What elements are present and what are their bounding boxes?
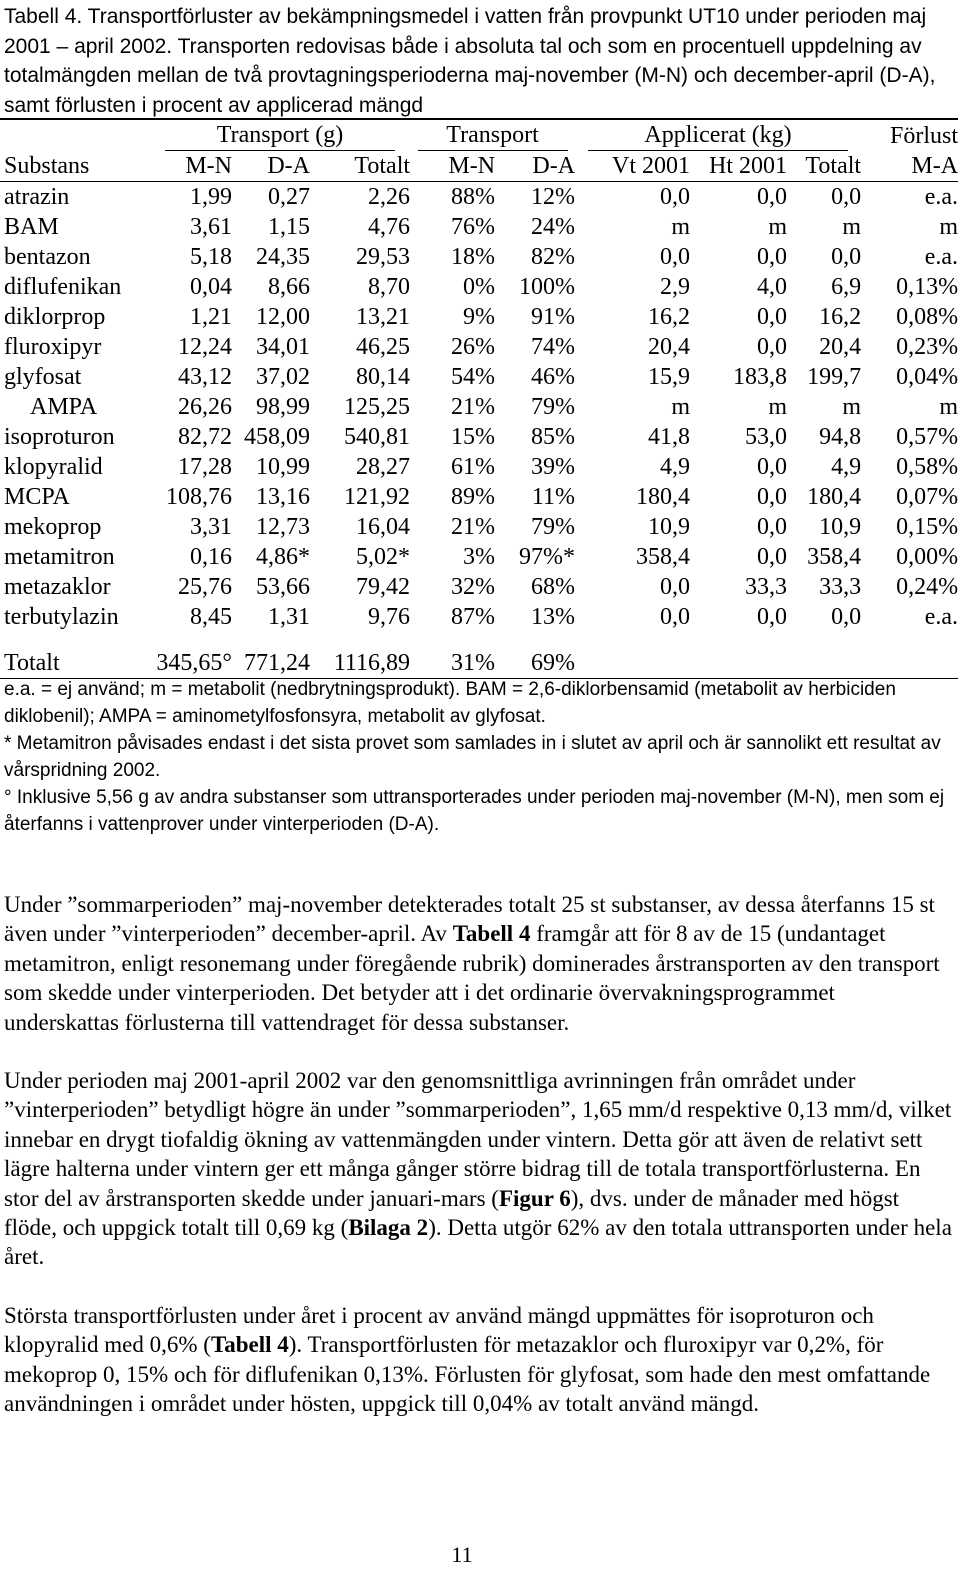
table-cell: 5,18 <box>190 244 232 270</box>
table-cell: 43,12 <box>178 364 232 390</box>
note-inklusive: ° Inklusive 5,56 g av andra substanser som uttransporterades under perioden maj-november (M-N), men som ej återfanns i vattenprover under vinterperioden (D-A). <box>4 787 945 835</box>
col-applicerat-totalt: Totalt <box>787 151 861 182</box>
table-cell: e.a. <box>924 244 959 270</box>
group-header-forlust: Förlust <box>861 119 958 151</box>
table-row <box>0 422 958 452</box>
table-cell: 29,53 <box>356 244 411 270</box>
table-row <box>0 302 958 332</box>
table-cell: 0% <box>463 274 496 300</box>
table-row <box>0 392 958 422</box>
col-transport-da: D-A <box>232 151 310 182</box>
table-cell: m <box>842 214 862 240</box>
table-cell: 1,99 <box>190 184 232 210</box>
table-cell: 41,8 <box>648 424 691 450</box>
table-cell: 2,9 <box>660 274 691 300</box>
table-row <box>0 452 958 482</box>
table-cell: 0,08% <box>896 304 959 330</box>
table-cell: 0,0 <box>757 334 788 360</box>
substance-name: klopyralid <box>4 454 103 480</box>
table-cell: 18% <box>451 244 496 270</box>
table-cell: 74% <box>531 334 576 360</box>
table-cell: 32% <box>451 574 496 600</box>
table-cell: 1,15 <box>268 214 310 240</box>
table-row <box>0 212 958 242</box>
table-cell: 9% <box>463 304 496 330</box>
substance-name: metamitron <box>4 544 115 570</box>
table-cell: 1,31 <box>268 604 310 630</box>
table-cell: 21% <box>451 514 496 540</box>
table-row <box>0 482 958 512</box>
table-cell: 33,3 <box>819 574 862 600</box>
table-cell: e.a. <box>924 604 959 630</box>
table-cell: 3,61 <box>190 214 232 240</box>
table-cell: 0,24% <box>896 574 959 600</box>
substance-name: BAM <box>4 214 59 240</box>
table-cell: 0,04% <box>896 364 959 390</box>
table-cell: 0,0 <box>757 454 788 480</box>
table-cell: 0,0 <box>831 604 862 630</box>
table-cell: 94,8 <box>819 424 862 450</box>
table-cell: m <box>671 394 691 420</box>
total-cell: 1116,89 <box>310 648 410 679</box>
table-cell: 54% <box>451 364 496 390</box>
table-cell: 15,9 <box>648 364 691 390</box>
table-cell: 33,3 <box>745 574 788 600</box>
table-row <box>0 362 958 392</box>
table-cell: 88% <box>451 184 496 210</box>
substance-name: fluroxipyr <box>4 334 102 360</box>
reference-bilaga-2: Bilaga 2 <box>348 1215 429 1241</box>
table-cell: 16,04 <box>356 514 411 540</box>
table-cell: m <box>939 394 959 420</box>
table-cell: 4,0 <box>757 274 788 300</box>
table-row <box>0 272 958 302</box>
substance-name: diklorprop <box>4 304 106 330</box>
table-row <box>0 602 958 632</box>
table-cell: 540,81 <box>344 424 411 450</box>
table-cell: 0,0 <box>757 514 788 540</box>
table-cell: 0,13% <box>896 274 959 300</box>
col-transport-mn: M-N <box>150 151 232 182</box>
table-cell: 26% <box>451 334 496 360</box>
table-cell: 34,01 <box>256 334 310 360</box>
table-row <box>0 182 958 213</box>
table-cell: 25,76 <box>178 574 232 600</box>
table-cell: e.a. <box>924 184 959 210</box>
table-cell: 80,14 <box>356 364 411 390</box>
substance-name: atrazin <box>4 184 70 210</box>
group-header-transport: Transport <box>418 120 568 151</box>
table-cell: 26,26 <box>178 394 232 420</box>
table-caption: Tabell 4. Transportförluster av bekämpningsmedel i vatten från provpunkt UT10 under perioden maj 2001 – april 2002. Transporten redovisas både i absoluta tal och som en procentuell uppdelning av totalmängden mellan de två provtagningsperioderna maj-november (M-N) och december-april (D-A), samt förlusten i procent av applicerad mängd <box>4 5 936 117</box>
total-row <box>0 648 958 679</box>
table-cell: 2,26 <box>368 184 411 210</box>
table-row <box>0 542 958 572</box>
reference-tabell-4: Tabell 4 <box>210 1332 289 1358</box>
note-abbreviations: e.a. = ej använd; m = metabolit (nedbrytningsprodukt). BAM = 2,6-diklorbensamid (metabolit av herbiciden diklobenil); AMPA = aminometylfosfonsyra, metabolit av glyfosat. <box>4 679 896 727</box>
total-cell: 69% <box>495 648 575 679</box>
table-cell: 91% <box>531 304 576 330</box>
table-cell: 0,0 <box>831 184 862 210</box>
table-cell: 0,23% <box>896 334 959 360</box>
table-cell: 15% <box>451 424 496 450</box>
total-cell: 31% <box>410 648 495 679</box>
table-cell: 68% <box>531 574 576 600</box>
table-cell: 0,16 <box>190 544 232 570</box>
table-cell: 53,0 <box>745 424 788 450</box>
table-cell: m <box>842 394 862 420</box>
reference-tabell-4: Tabell 4 <box>452 921 531 947</box>
table-cell: 87% <box>451 604 496 630</box>
table-cell: 11% <box>531 484 576 510</box>
table-cell: 3,31 <box>190 514 232 540</box>
transport-table <box>0 118 958 679</box>
table-cell: 4,76 <box>368 214 411 240</box>
table-cell: 82,72 <box>178 424 232 450</box>
table-cell: 9,76 <box>368 604 411 630</box>
table-cell: 89% <box>451 484 496 510</box>
table-cell: 76% <box>451 214 496 240</box>
table-cell: 0,04 <box>190 274 232 300</box>
table-cell: 10,9 <box>648 514 691 540</box>
table-cell: 13% <box>531 604 576 630</box>
note-metamitron: * Metamitron påvisades endast i det sista provet som samlades in i slutet av april och är sannolikt ett resultat av vårspridning 2002. <box>4 733 941 781</box>
col-transport-totalt: Totalt <box>310 151 410 182</box>
substance-name: AMPA <box>30 394 98 420</box>
table-cell: 79% <box>531 394 576 420</box>
page-number: 11 <box>451 1542 473 1567</box>
table-cell: 0,27 <box>268 184 310 210</box>
table-cell: 0,0 <box>660 604 691 630</box>
col-vt2001: Vt 2001 <box>575 151 690 182</box>
col-pct-da: D-A <box>495 151 575 182</box>
table-cell: 0,00% <box>896 544 959 570</box>
table-cell: 0,0 <box>660 184 691 210</box>
table-row <box>0 572 958 602</box>
table-cell: 79,42 <box>356 574 411 600</box>
spacer-row <box>0 632 958 648</box>
group-header-applicerat: Applicerat (kg) <box>588 120 848 151</box>
table-cell: 199,7 <box>807 364 862 390</box>
table-row <box>0 242 958 272</box>
table-cell: 121,92 <box>344 484 411 510</box>
table-cell: 183,8 <box>733 364 788 390</box>
table-cell: 0,07% <box>896 484 959 510</box>
table-cell: 37,02 <box>256 364 310 390</box>
substance-name: terbutylazin <box>4 604 119 630</box>
substance-name: bentazon <box>4 244 91 270</box>
table-cell: 358,4 <box>807 544 862 570</box>
table-notes <box>4 676 954 838</box>
table-cell: 0,0 <box>757 184 788 210</box>
substance-name: diflufenikan <box>4 274 122 300</box>
table-cell: 53,66 <box>256 574 310 600</box>
table-cell: 4,86* <box>256 544 310 570</box>
table-cell: 12,00 <box>256 304 310 330</box>
table-cell: 24,35 <box>256 244 310 270</box>
table-cell: 0,0 <box>757 244 788 270</box>
substance-name: mekoprop <box>4 514 102 540</box>
table-cell: 28,27 <box>356 454 411 480</box>
table-cell: m <box>768 214 788 240</box>
table-cell: 13,16 <box>256 484 310 510</box>
table-cell: 97%* <box>519 544 576 570</box>
table-cell: 8,70 <box>368 274 411 300</box>
table-cell: 358,4 <box>636 544 691 570</box>
table-cell: 0,0 <box>757 304 788 330</box>
table-cell: 8,66 <box>268 274 310 300</box>
paragraph-3: Största transportförlusten under året i procent av använd mängd uppmättes för isoproturon och klopyralid med 0,6% (Tabell 4). Transportförlusten för metazaklor och fluroxipyr var 0,2%, för mekoprop 0, 15% och för diflufenikan 0,13%. Förlusten för glyfosat, som hade den mest omfattande användningen i området under hösten, uppgick till 0,04% av totalt använd mängd. <box>4 1302 931 1417</box>
table-cell: 108,76 <box>166 484 232 510</box>
substance-name: metazaklor <box>4 574 111 600</box>
table-cell: 98,99 <box>256 394 310 420</box>
table-cell: 20,4 <box>648 334 691 360</box>
table-cell: 0,0 <box>831 244 862 270</box>
table-cell: 100% <box>519 274 576 300</box>
table-cell: 0,0 <box>757 484 788 510</box>
table-cell: 46,25 <box>356 334 411 360</box>
table-cell: 0,58% <box>896 454 959 480</box>
table-cell: 16,2 <box>648 304 691 330</box>
table-cell: 0,0 <box>757 544 788 570</box>
table-cell: 24% <box>531 214 576 240</box>
table-cell: 0,0 <box>660 574 691 600</box>
table-cell: 180,4 <box>636 484 691 510</box>
col-substans: Substans <box>0 151 150 182</box>
table-cell: 458,09 <box>244 424 310 450</box>
column-header-row <box>0 151 958 182</box>
table-cell: 10,9 <box>819 514 862 540</box>
reference-figur-6: Figur 6 <box>498 1185 571 1211</box>
table-cell: m <box>939 214 959 240</box>
table-cell: 20,4 <box>819 334 862 360</box>
table-cell: 6,9 <box>831 274 862 300</box>
table-cell: 5,02* <box>356 544 411 570</box>
total-label: Totalt <box>0 648 150 679</box>
substance-name: glyfosat <box>4 364 82 390</box>
table-cell: 21% <box>451 394 496 420</box>
table-cell: 4,9 <box>831 454 862 480</box>
table-row <box>0 512 958 542</box>
group-header-transport-g: Transport (g) <box>165 120 395 151</box>
substance-name: isoproturon <box>4 424 115 450</box>
table-cell: 12,73 <box>256 514 310 540</box>
table-cell: 16,2 <box>819 304 862 330</box>
substance-name: MCPA <box>4 484 70 510</box>
table-cell: 61% <box>451 454 496 480</box>
table-cell: 17,28 <box>178 454 232 480</box>
body-text <box>4 890 954 1448</box>
table-cell: 46% <box>531 364 576 390</box>
table-cell: 85% <box>531 424 576 450</box>
paragraph-1: Under ”sommarperioden” maj-november detekterades totalt 25 st substanser, av dessa återfanns 15 st även under ”vinterperioden” december-april. Av Tabell 4 framgår att för 8 av de 15 (undantaget metamitron, enligt resonemang under föregående rubrik) dominerades årstransporten av den transport som skedde under vinterperioden. Det betyder att i det ordinarie övervakningsprogrammet underskattas förlusterna till vattendraget för dessa substanser. <box>4 892 940 1035</box>
table-cell: 0,0 <box>660 244 691 270</box>
table-cell: 1,21 <box>190 304 232 330</box>
table-cell: 125,25 <box>344 394 411 420</box>
table-row <box>0 332 958 362</box>
table-cell: 79% <box>531 514 576 540</box>
col-forlust-ma: M-A <box>861 151 958 182</box>
table-cell: 0,15% <box>896 514 959 540</box>
table-cell: 0,57% <box>896 424 959 450</box>
table-cell: 3% <box>463 544 496 570</box>
total-cell: 345,65° <box>150 648 232 679</box>
table-cell: 4,9 <box>660 454 691 480</box>
table-cell: 82% <box>531 244 576 270</box>
group-header-row <box>0 119 958 151</box>
table-cell: m <box>671 214 691 240</box>
table-cell: 180,4 <box>807 484 862 510</box>
table-cell: 10,99 <box>256 454 310 480</box>
table-cell: 12,24 <box>178 334 232 360</box>
col-pct-mn: M-N <box>410 151 495 182</box>
table-cell: 12% <box>531 184 576 210</box>
table-cell: 13,21 <box>356 304 411 330</box>
col-ht2001: Ht 2001 <box>690 151 787 182</box>
table-cell: 0,0 <box>757 604 788 630</box>
total-cell: 771,24 <box>232 648 310 679</box>
table-cell: m <box>768 394 788 420</box>
table-cell: 39% <box>531 454 576 480</box>
table-cell: 8,45 <box>190 604 232 630</box>
paragraph-2: Under perioden maj 2001-april 2002 var den genomsnittliga avrinningen från området under ”vinterperioden” betydligt högre än under ”sommarperioden”, 1,65 mm/d respektive 0,13 mm/d, vilket innebar en drygt tiofaldig ökning av vattenmängden under vintern. Detta gör att även de relativt sett lägre halterna under vintern ger ett många gånger större bidrag till de totala transportförlusterna. En stor del av årstransporten skedde under januari-mars (Figur 6), dvs. under de månader med högst flöde, och uppgick totalt till 0,69 kg (Bilaga 2). Detta utgör 62% av den totala uttransporten under hela året. <box>4 1068 952 1270</box>
